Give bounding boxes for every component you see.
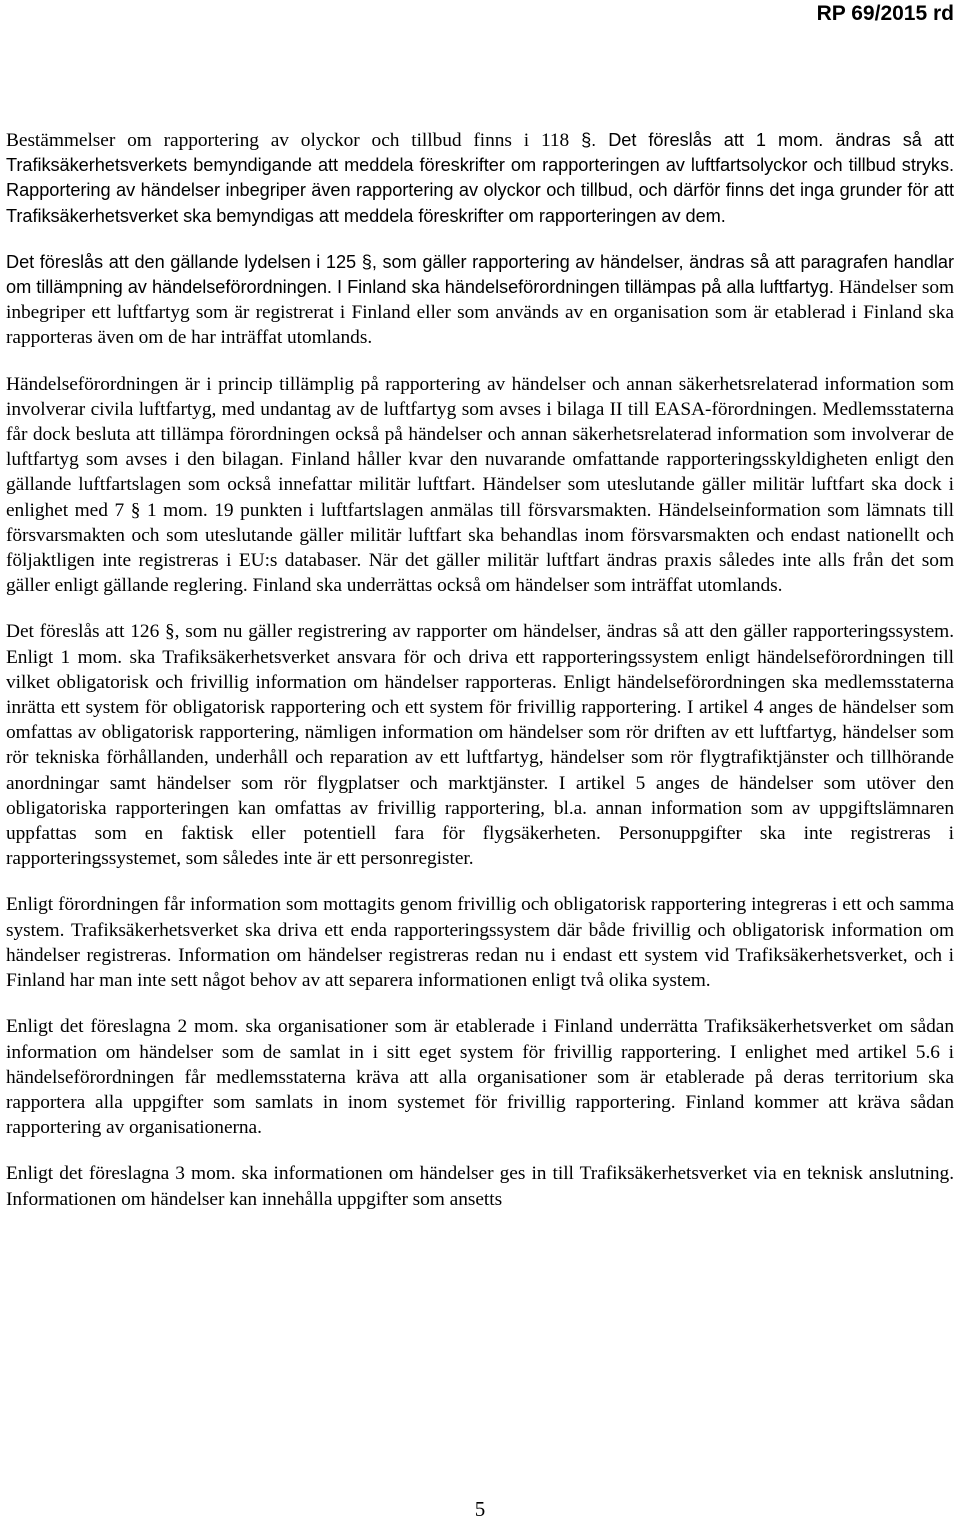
paragraph	[6, 250, 954, 351]
document-id-header: RP 69/2015 rd	[816, 2, 954, 25]
text-run: Händelseförordningen är i princip tillämplig på rapportering av händelser och annan säkerhetsrelaterad information som involverar civila luftfartyg, med undantag av de luftfartyg som avses i bilaga II till EASA-förordningen. Medlemsstaterna får dock besluta att tillämpa förordningen också på händelser och annan säkerhetsrelaterad information som involverar de luftfartyg som avses i den bilagan. Finland håller kvar den nuvarande omfattande rapporteringsskyldigheten enligt den gällande luftfartslagen som också innefattar militär luftfart. Händelser som uteslutande gäller militär luftfart ska dock i enlighet med 7 § 1 mom. 19 punkten i luftfartslagen anmälas till försvarsmakten. Händelseinformation som lämnats till försvarsmakten och som uteslutande gäller militär luftfart ska behandlas inom försvarsmakten och endast nationellt och följaktligen inte registreras i EU:s databaser. När det gäller militär luftfart ändras praxis således inte alls från det som gäller enligt gällande reglering. Finland ska underrättas också om händelser som inträffat utomlands.	[6, 373, 954, 597]
paragraph	[6, 128, 954, 229]
text-run: Händelser som inbegriper ett luftfartyg som är registrerat i Finland eller som används av en organisation som är etablerad i Finland ska rapporteras även om de har inträffat utomlands.	[6, 277, 954, 349]
text-run: Enligt det föreslagna 3 mom. ska informationen om händelser ges in till Trafiksäkerhetsverket via en teknisk anslutning. Informationen om händelser kan innehålla uppgifter som ansetts	[6, 1163, 954, 1210]
paragraph	[6, 1014, 954, 1140]
paragraph	[6, 619, 954, 871]
paragraph	[6, 372, 954, 599]
text-run: Enligt förordningen får information som mottagits genom frivillig och obligatorisk rapportering integreras i ett och samma system. Trafiksäkerhetsverket ska driva ett enda rapporteringssystem där både frivillig och obligatorisk information om händelser registreras. Information om händelser registreras redan nu i endast ett system vid Trafiksäkerhetsverket, och i Finland har man inte sett något behov av att separera informationen enligt två olika system.	[6, 894, 954, 992]
text-run: §. Det föreslås att 1 mom. ändras så att Trafiksäkerhetsverkets bemyndigande att meddela föreskrifter om rapporteringen av luftfartsolyckor och tillbud stryks. Rapportering av händelser inbegriper även rapportering av olyckor och tillbud, och därför finns det inga grunder för att Trafiksäkerhetsverket ska bemyndigas att meddela föreskrifter om rapporteringen av dem.	[6, 130, 954, 226]
text-run: Bestämmelser om rapportering av olyckor och tillbud finns i 118	[6, 130, 582, 151]
text-run: Det föreslås att den gällande lydelsen i 125 §, som gäller rapportering av händelser, ändras så att paragrafen handlar om tillämpning av händelseförordningen. I Finland ska händelseförordningen tillämpas på alla luftfartyg.	[6, 251, 954, 298]
page-number: 5	[474, 1497, 486, 1521]
paragraph	[6, 892, 954, 993]
text-run: Enligt det föreslagna 2 mom. ska organisationer som är etablerade i Finland underrätta Trafiksäkerhetsverket om sådan information om händelser som de samlat in i sitt eget system för frivillig rapportering. I enlighet med artikel 5.6 i händelseförordningen får medlemsstaterna kräva att alla organisationer som är etablerade på deras territorium ska rapportera alla uppgifter som samlats in inom systemet för frivillig rapportering. Finland kommer att kräva sådan rapportering av organisationerna.	[6, 1016, 954, 1139]
document-body	[6, 128, 954, 1233]
paragraph	[6, 1161, 954, 1211]
text-run: Det föreslås att 126 §, som nu gäller registrering av rapporter om händelser, ändras så att den gäller rapporteringssystem. Enligt 1 mom. ska Trafiksäkerhetsverket ansvara för och driva ett rapporteringssystem enligt händelseförordningen till vilket obligatorisk och frivillig information om händelser rapporteras. Enligt händelseförordningen ska medlemsstaterna inrätta ett system för obligatorisk rapportering och ett system för frivillig rapportering. I artikel 4 anges de händelser som omfattas av obligatorisk rapportering, nämligen information om händelser som rör driften av ett luftfartyg, händelser som rör tekniska förhållanden, underhåll och reparation av ett luftfartyg, händelser som rör flygtrafiktjänster och tillhörande anordningar samt händelser som rör flygplatser och marktjänster. I artikel 5 anges de händelser som utöver den obligatoriska rapporteringen kan omfattas av frivillig rapportering, bl.a. annan information som av uppgiftslämnaren uppfattas som en faktisk eller potentiell fara för flygsäkerheten. Personuppgifter ska inte registreras i rapporteringssystemet, som således inte är ett personregister.	[6, 621, 954, 870]
